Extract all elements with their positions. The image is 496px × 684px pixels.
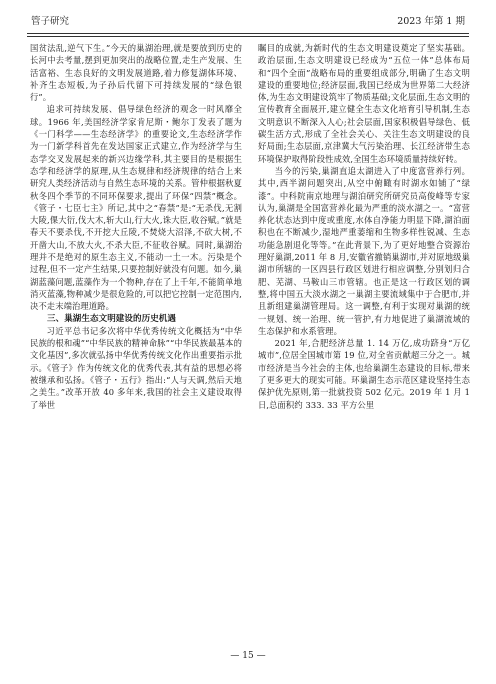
header-rule-thin xyxy=(27,36,469,37)
section-heading: 三、巢湖生态文明建设的历史机遇 xyxy=(47,313,177,324)
paragraph: 追求可持续发展、倡导绿色经济的观念一时风靡全球。1966 年,美国经济学家肯尼斯・鲍尔丁发表了题为《一门科学——生态经济学》的重要论文,生态经济学作为一门新学科首先在发达国家正式建立,作为经济学与生态学交叉发展起来的新兴边缘学科,其主要目的是根据生态学和经济学的原理,从生态规律和经济规律的结合上来研究人类经济活动与自然生态环境的关系。管仲根据秋夏秋冬四个季节的不同环保要求,提出了环保“四禁”概念。《管子・七臣七主》所记,其中之“春禁”是:“无杀伐,无割大陵,倮大衍,伐大木,斩大山,行大火,诛大臣,收谷赋。”就是春天不要杀伐,不开挖大丘陵,不焚烧大沼泽,不砍大树,不开凿大山,不放大火,不杀大臣,不征收谷赋。同时,巢湖治理并不是绝对的原生态主义,不能动一土一木。污染是个过程,但不一定产生结果,只要控制好就没有问题。如今,巢湖蓝藻问题,蓝藻作为一个物种,存在了上千年,不能简单地消灭蓝藻,物种减少是很危险的,可以把它控制一定范围内,决不走末端治理道路。 xyxy=(30,104,242,312)
header-rule-thick xyxy=(27,33,469,34)
right-column xyxy=(258,42,470,411)
journal-name: 管子研究 xyxy=(31,16,70,27)
page-number: — 15 — xyxy=(230,651,266,661)
left-column xyxy=(30,42,242,411)
paragraph: 国贫法乱,逆气下生。”今天的巢湖治理,就是要放到历史的长河中去考量,摆到更加突出的战略位置,走生产发展、生活富裕、生态良好的文明发展道路,着力修复湖体环境、补齐生态短板,为子孙后代留下可持续发展的“绿色银行”。 xyxy=(30,43,242,103)
paragraph: 瞩目的成就,为新时代的生态文明建设奠定了坚实基础。政治层面,生态文明建设已经成为“五位一体”总体布局和“四个全面”战略布局的重要组成部分,明确了生态文明建设的重要地位;经济层面,我国已经成为世界第二大经济体,为生态文明建设筑牢了物质基础;文化层面,生态文明的宣传教育全面展开,建立健全生态文化培育引导机制,生态文明意识不断深入人心;社会层面,国家积极倡导绿色、低碳生活方式,形成了全社会关心、关注生态文明建设的良好局面;生态层面,京津冀大气污染治理、长江经济带生态环境保护取得阶段性成效,全国生态环境质量持续好转。 xyxy=(258,43,470,164)
paragraph: 2021 年,合肥经济总量 1. 14 万亿,成功跻身“万亿城市”,位居全国城市第 19 位,对全省贡献超三分之一。城市经济是当今社会的主体,也给巢湖生态建设的目标,带来了更多更大的现实可能。环巢湖生态示范区建设坚持生态保护优先原则,第一批就投资 502 亿元。2019 年 1 月 1 日,总面积约 333. 33 平方公里 xyxy=(258,338,470,410)
issue-number: 2023 年第 1 期 xyxy=(397,16,465,27)
running-header xyxy=(27,14,469,30)
paragraph: 习近平总书记多次将中华优秀传统文化概括为“中华民族的根和魂”“中华民族的精神命脉”“中华民族最基本的文化基因”,多次就弘扬中华优秀传统文化作出重要指示批示。《管子》作为传统文化的优秀代表,其有益的思想必将被继承和弘扬。《管子・五行》指出:“人与天调,然后天地之美生。”改革开放 40 多年来,我国的社会主义建设取得了举世 xyxy=(30,325,242,410)
paragraph: 当今的污染,巢湖直追太湖进入了中度富营养行列。其中,西半湖问题突出,从空中俯瞰有时湖水如铺了“绿漆”。中科院南京地理与湖泊研究所研究员高俊峰等专家认为,巢湖是全国富营养化最为严重的淡水湖之一。“富营养化状态达到中度或重度,水体自净能力明显下降,湖泊面积也在不断减少,湿地严重萎缩和生物多样性锐减、生态功能急剧退化等等。”在此背景下,为了更好地整合资源治理好巢湖,2011 年 8 月,安徽省撤销巢湖市,并对原地级巢湖市所辖的一区四县行政区划进行相应调整,分别划归合肥、芜湖、马鞍山三市管辖。也正是这一行政区划的调整,将中国五大淡水湖之一巢湖主要流域集中于合肥市,并且新组建巢湖管理局。这一调整,有利于实现对巢湖的统一规划、统一治理、统一管护,有力地促进了巢湖流域的生态保护和水系管理。 xyxy=(258,165,470,336)
